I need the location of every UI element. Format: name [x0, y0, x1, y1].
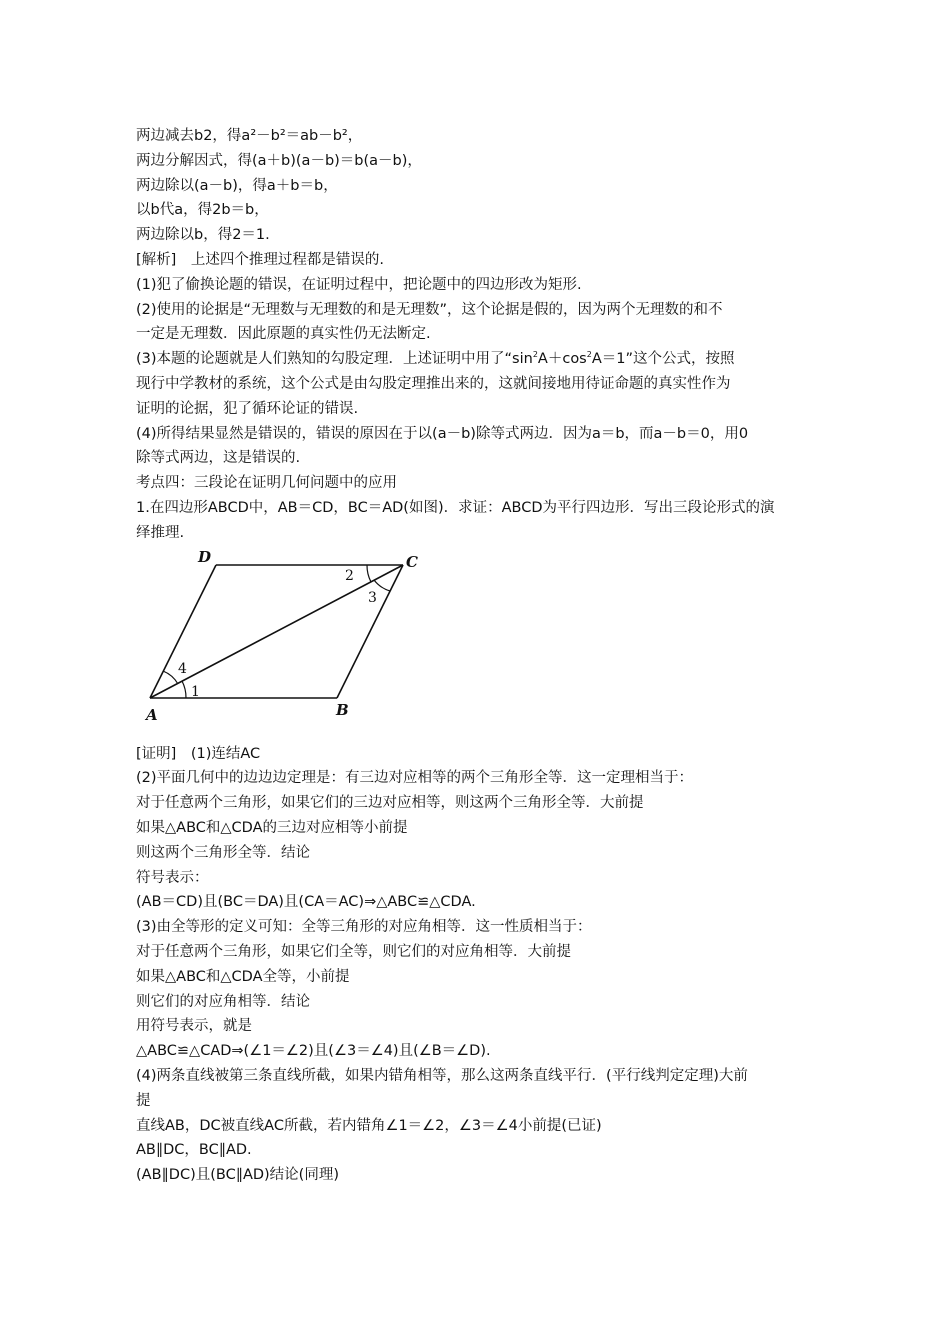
vertex-label-d: D [198, 549, 212, 566]
proof-line: 则这两个三角形全等．结论 [136, 844, 310, 861]
side-bc [337, 565, 403, 698]
text-line: 一定是无理数．因此原题的真实性仍无法断定. [136, 326, 431, 343]
section-heading: 考点四：三段论在证明几何问题中的应用 [136, 475, 397, 492]
proof-line: 对于任意两个三角形，如果它们的三边对应相等，则这两个三角形全等．大前提 [136, 795, 644, 812]
proof-line: 如果△ABC和△CDA全等，小前提 [136, 968, 350, 985]
proof-line: [证明] (1)连结AC [136, 745, 261, 762]
angle-arc-1 [182, 681, 186, 698]
text-line: 现行中学教材的系统，这个公式是由勾股定理推出来的，这就间接地用待证命题的真实性作为 [136, 375, 731, 392]
text-line: 两边除以b，得2＝1. [136, 227, 270, 244]
question-line: 绎推理. [136, 524, 185, 541]
vertex-label-b: B [336, 700, 349, 719]
side-ad [150, 565, 216, 698]
text-line: 除等式两边，这是错误的. [136, 450, 301, 467]
vertex-label-c: C [406, 552, 418, 571]
analysis-heading: [解析] 上述四个推理过程都是错误的. [136, 251, 384, 268]
text-line: 两边除以(a－b)，得a＋b＝b， [136, 177, 338, 194]
angle-arc-2 [367, 565, 371, 582]
angle-label-3: 3 [368, 589, 377, 606]
proof-line: △ABC≌△CAD⇒(∠1＝∠2)且(∠3＝∠4)且(∠B＝∠D). [136, 1043, 491, 1060]
document-page [136, 124, 826, 1188]
proof-line: (AB∥DC)且(BC∥AD)结论(同理) [136, 1167, 339, 1184]
text-line-with-superscript: (3)本题的论题就是人们熟知的勾股定理．上述证明中用了“$\sin^2A+\cos^2A=1$”这个公式，按照 [136, 350, 735, 368]
vertex-label-a: A [146, 705, 158, 724]
angle-arc-4 [163, 671, 178, 684]
diagonal-ac [150, 565, 403, 698]
angle-label-2: 2 [345, 567, 354, 584]
proof-line: (2)平面几何中的边边边定理是：有三边对应相等的两个三角形全等．这一定理相当于： [136, 770, 694, 787]
proof-line: (AB＝CD)且(BC＝DA)且(CA＝AC)⇒△ABC≌△CDA. [136, 894, 476, 911]
text-line: 两边减去b2，得a²－b²＝ab－b²， [136, 128, 363, 144]
proof-line: 对于任意两个三角形，如果它们全等，则它们的对应角相等．大前提 [136, 943, 571, 960]
proof-line: (3)由全等形的定义可知：全等三角形的对应角相等．这一性质相当于： [136, 919, 592, 936]
proof-line: 则它们的对应角相等．结论 [136, 993, 310, 1010]
proof-line: AB∥DC，BC∥AD. [136, 1142, 252, 1159]
proof-line: 如果△ABC和△CDA的三边对应相等小前提 [136, 819, 408, 836]
parallelogram-figure [140, 550, 430, 736]
angle-label-4: 4 [178, 660, 187, 677]
question-line: 1.在四边形ABCD中，AB＝CD，BC＝AD(如图)．求证：ABCD为平行四边形．写出三段论形式的演 [136, 499, 775, 516]
text-line: (2)使用的论据是“无理数与无理数的和是无理数”，这个论据是假的，因为两个无理数的和不 [136, 301, 723, 318]
proof-line: (4)两条直线被第三条直线所截，如果内错角相等，那么这两条直线平行．(平行线判定定理)大前 [136, 1067, 748, 1084]
proof-line: 提 [136, 1092, 151, 1109]
text-line: (4)所得结果显然是错误的，错误的原因在于以(a－b)除等式两边．因为a＝b，而a－b＝0，用0 [136, 425, 749, 442]
proof-line: 直线AB，DC被直线AC所截，若内错角∠1＝∠2，∠3＝∠4小前提(已证) [136, 1117, 602, 1134]
proof-line: 用符号表示，就是 [136, 1018, 252, 1035]
proof-line: 符号表示： [136, 869, 209, 886]
text-line: 两边分解因式，得(a＋b)(a－b)＝b(a－b)， [136, 152, 422, 169]
text-line: 证明的论据，犯了循环论证的错误. [136, 400, 359, 417]
angle-label-1: 1 [191, 683, 200, 700]
text-line: (1)犯了偷换论题的错误，在证明过程中，把论题中的四边形改为矩形. [136, 276, 582, 293]
text-line: 以b代a，得2b＝b， [136, 202, 269, 219]
